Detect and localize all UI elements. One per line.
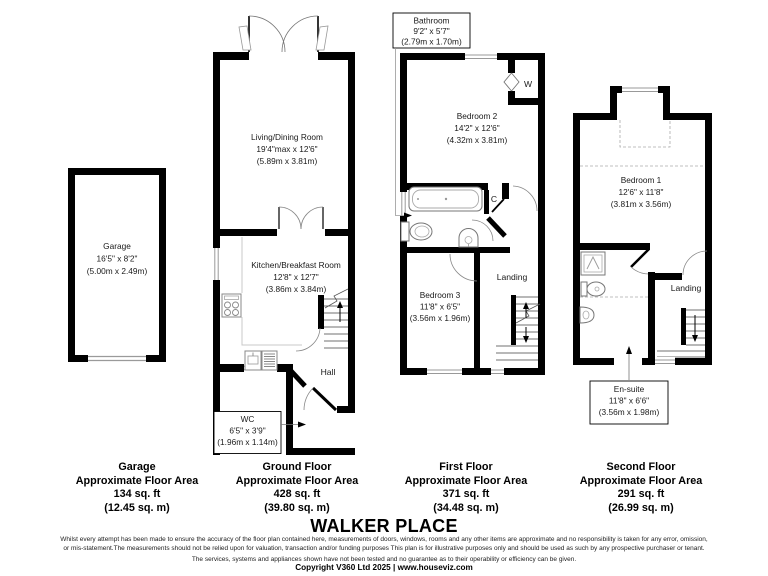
appliance-icon: [262, 351, 277, 370]
dormer: [610, 85, 670, 147]
floor-name: Garage: [118, 461, 156, 473]
second-floor-plan: [573, 85, 712, 424]
bedroom2-dims-m: (4.32m x 3.81m): [446, 135, 508, 145]
approx-label: Approximate Floor Area: [75, 474, 199, 487]
living-room-label: Living/Dining Room: [251, 132, 323, 142]
basin-icon: [459, 229, 478, 248]
garage-area-block: [52, 461, 222, 515]
wc-dims-m: (1.96m x 1.14m): [217, 437, 278, 447]
ensuite-dims-m: (3.56m x 1.98m): [598, 407, 660, 417]
sink-icon: [245, 351, 261, 370]
area-sqm: (12.45 sq. m): [104, 501, 170, 514]
page-title: WALKER PLACE: [310, 516, 458, 536]
second-floor-area-block: [556, 461, 726, 515]
area-sqft: 371 sq. ft: [442, 488, 490, 500]
area-sqm: (39.80 sq. m): [264, 501, 330, 514]
approx-label: Approximate Floor Area: [579, 474, 703, 487]
first-floor-area-block: [381, 461, 551, 515]
staircase: [657, 308, 705, 357]
door-arc: [296, 328, 320, 351]
bedroom3-dims-ft: 11'8" x 6'5": [419, 301, 461, 312]
disclaimer-line1: Whilst every attempt has been made to ensure the accuracy of the floor plan contained here, measurements of doors, windows, rooms and any other items are approximate and no responsibility is taken for any error, omission,: [60, 536, 708, 543]
bedroom1-dims-m: (3.81m x 3.56m): [610, 199, 672, 209]
toilet-icon: [401, 222, 432, 241]
bedroom3-dims-m: (3.56m x 1.96m): [409, 313, 471, 323]
garage-room-dims-ft: 16'5" x 8'2": [96, 253, 138, 264]
disclaimer-line3: The services, systems and appliances shown have not been tested and no guarantee as to their operability or efficiency can be given.: [191, 556, 577, 563]
staircase: [496, 295, 540, 360]
angled-wall: [488, 218, 505, 236]
area-sqm: (34.48 sq. m): [433, 501, 499, 514]
door-arc: [513, 186, 537, 211]
area-sqft: 291 sq. ft: [617, 488, 665, 500]
ensuite-dims-ft: 11'8" x 6'6": [608, 395, 650, 406]
angled-wall: [291, 371, 305, 386]
copyright-line: Copyright V360 Ltd 2025 | www.houseviz.com: [295, 563, 473, 572]
staircase: [318, 289, 348, 348]
window: [399, 192, 408, 216]
french-doors: [239, 16, 328, 52]
bedroom2-label: Bedroom 2: [456, 111, 498, 121]
area-sqft: 134 sq. ft: [113, 488, 161, 500]
stairs-down-arrow: [523, 336, 529, 343]
hall-label: Hall: [320, 367, 336, 377]
landing-label-second: Landing: [670, 283, 702, 293]
bedroom2-dims-ft: 14'2" x 12'6": [454, 123, 500, 133]
double-door: [279, 207, 323, 229]
approx-label: Approximate Floor Area: [404, 474, 528, 487]
bathroom-label: Bathroom: [413, 15, 450, 26]
living-room-dims-ft: 19'4"max x 12'6": [256, 144, 318, 154]
floor-name: Ground Floor: [262, 461, 332, 473]
bedroom3-label: Bedroom 3: [419, 290, 461, 300]
kitchen-dims-ft: 12'8" x 12'7": [273, 272, 319, 282]
door-arc: [450, 254, 477, 281]
garage-room-dims-m: (5.00m x 2.49m): [86, 266, 148, 276]
ensuite-door: [631, 249, 649, 267]
ground-floor-area-block: [212, 461, 382, 515]
toilet-icon: [581, 282, 605, 296]
window: [465, 52, 497, 61]
wardrobe-label: W: [523, 79, 533, 89]
stairs-down-arrow: [692, 335, 698, 342]
ensuite-leader-arrow: [626, 346, 632, 354]
front-door: [304, 388, 336, 410]
hob-icon: [222, 294, 241, 317]
bathtub-icon: [409, 187, 482, 211]
stairs-up-arrow: [523, 302, 529, 309]
disclaimer-line2: or mis-statement.The measurements should not be relied upon for valuation, transaction and/or funding purposes This plan is for illustrative purposes only and should be used as such by any prospective purchaser or tenant.: [63, 545, 705, 552]
floor-name: Second Floor: [606, 461, 676, 473]
shower-icon: [581, 252, 605, 275]
stairs-up-arrow: [337, 301, 343, 308]
door-arc: [683, 251, 707, 275]
floor-name: First Floor: [439, 461, 493, 473]
kitchen-label: Kitchen/Breakfast Room: [251, 260, 341, 270]
wc-dims-ft: 6'5" x 3'9": [229, 425, 266, 436]
area-sqm: (26.99 sq. m): [608, 501, 674, 514]
wc-leader-arrow: [298, 422, 306, 428]
approx-label: Approximate Floor Area: [235, 474, 359, 487]
area-sqft: 428 sq. ft: [273, 488, 321, 500]
bedroom1-dims-ft: 12'6" x 11'8": [618, 187, 664, 197]
bathroom-dims-m: (2.79m x 1.70m): [401, 36, 462, 47]
wc-label: WC: [240, 414, 255, 424]
garage-door-opening: [88, 355, 146, 364]
ground-floor-plan: [212, 16, 355, 455]
cupboard-label: C: [490, 194, 498, 204]
ensuite-label: En-suite: [613, 384, 645, 394]
bedroom1-label: Bedroom 1: [620, 175, 662, 185]
first-floor-plan: [393, 13, 545, 376]
garage-room-label: Garage: [103, 241, 131, 251]
door-arc: [631, 267, 650, 274]
living-room-dims-m: (5.89m x 3.81m): [256, 156, 318, 166]
kitchen-dims-m: (3.86m x 3.84m): [265, 284, 327, 294]
bathroom-dims-ft: 9'2" x 5'7": [413, 26, 450, 36]
landing-label-first: Landing: [496, 272, 528, 282]
garage-plan: [72, 172, 163, 364]
basin-icon: [580, 307, 594, 323]
